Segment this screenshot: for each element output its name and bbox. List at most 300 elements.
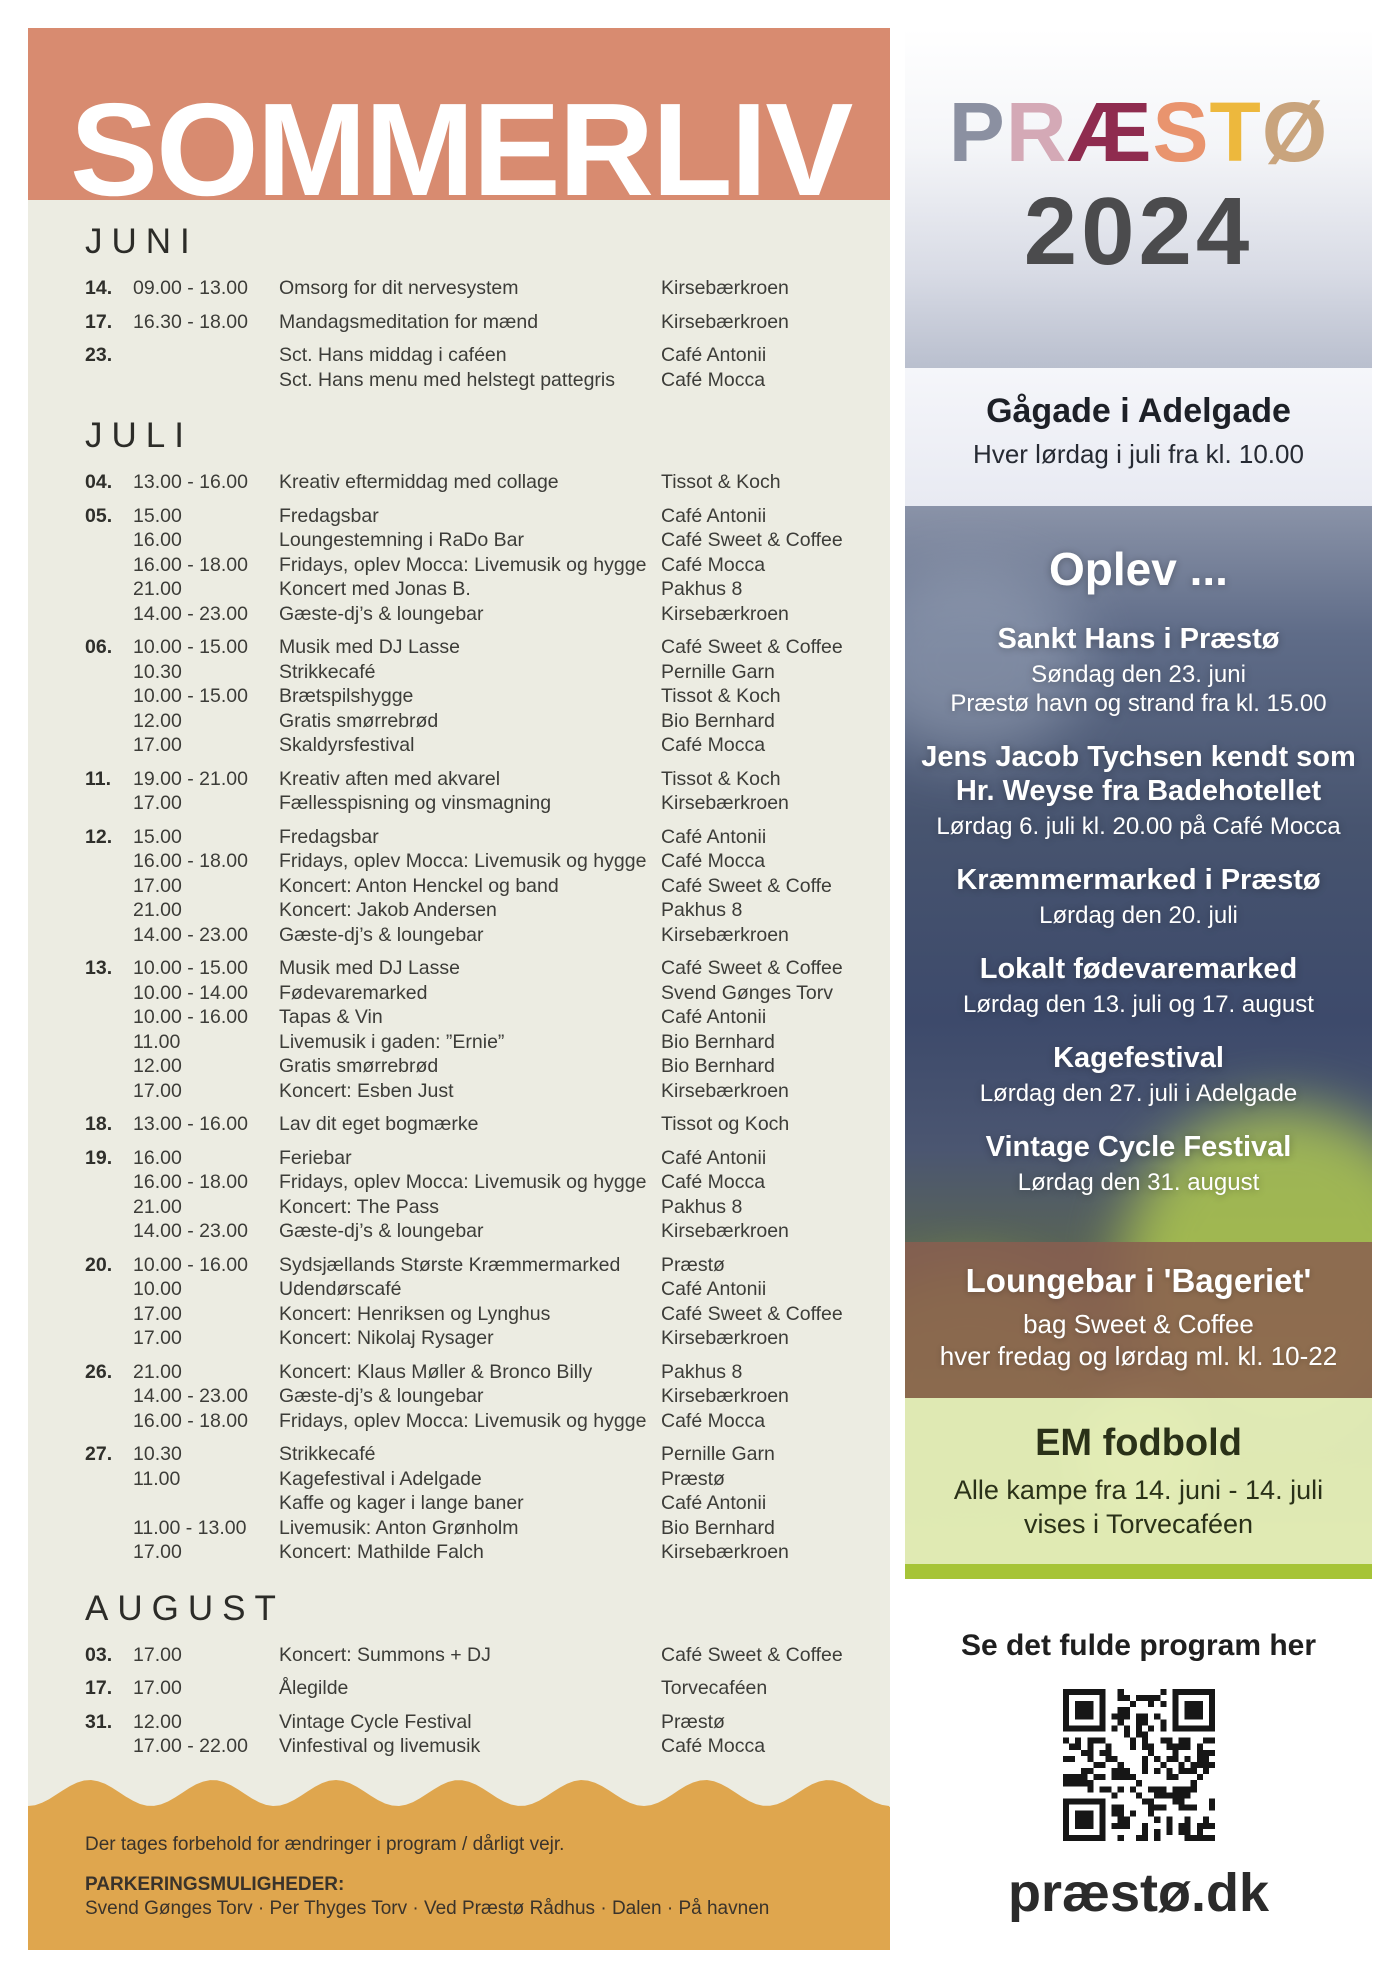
event-row bbox=[85, 635, 890, 660]
event-time: 17.00 bbox=[133, 1541, 182, 1563]
event-row bbox=[85, 1540, 890, 1565]
event-title: Kreativ aften med akvarel bbox=[279, 767, 501, 790]
event-venue: Café Antonii bbox=[661, 504, 767, 527]
loungebar-title: Loungebar i 'Bageriet' bbox=[965, 1262, 1312, 1299]
event-title: Gratis smørrebrød bbox=[279, 709, 439, 732]
event-group bbox=[85, 1146, 890, 1244]
event-row bbox=[85, 310, 890, 335]
brand-letter: Æ bbox=[1067, 85, 1153, 179]
event-title: Udendørscafé bbox=[279, 1278, 402, 1300]
event-row bbox=[85, 1005, 890, 1030]
event-row bbox=[85, 1516, 890, 1541]
event-day: 23. bbox=[85, 344, 113, 366]
event-title: Loungestemning i RaDo Bar bbox=[279, 529, 524, 551]
event-day bbox=[85, 733, 133, 758]
event-time: 12.00 bbox=[133, 1055, 182, 1077]
event-venue: Kirsebærkroen bbox=[661, 923, 789, 946]
event-row bbox=[85, 1360, 890, 1385]
qr-section bbox=[905, 1579, 1372, 1950]
footer-body bbox=[28, 1807, 890, 1950]
event-day: 18. bbox=[85, 1113, 113, 1135]
brand-letter: R bbox=[1005, 85, 1068, 179]
event-venue: Tissot & Koch bbox=[661, 767, 781, 790]
event-venue: Café Antonii bbox=[661, 1492, 767, 1514]
event-group bbox=[85, 825, 890, 948]
event-venue: Præstø bbox=[661, 1467, 725, 1490]
oplev-heading: Oplev ... bbox=[1049, 543, 1228, 595]
event-day bbox=[85, 1277, 133, 1302]
event-venue: Bio Bernhard bbox=[661, 1055, 775, 1077]
event-time: 11.00 - 13.00 bbox=[133, 1516, 247, 1539]
event-time: 12.00 bbox=[133, 709, 182, 732]
event-venue: Pernille Garn bbox=[661, 1443, 775, 1465]
em-title: EM fodbold bbox=[1035, 1422, 1242, 1464]
event-day bbox=[85, 874, 133, 899]
event-time: 09.00 - 13.00 bbox=[133, 277, 248, 299]
gagade-section bbox=[905, 368, 1372, 506]
event-day bbox=[85, 1005, 133, 1030]
event-title: Koncert: The Pass bbox=[279, 1195, 440, 1218]
event-row bbox=[85, 1710, 890, 1735]
event-time: 16.00 - 18.00 bbox=[133, 1171, 248, 1193]
event-time: 17.00 - 22.00 bbox=[133, 1735, 248, 1757]
event-day bbox=[85, 709, 133, 734]
praesto-logo bbox=[905, 28, 1372, 179]
event-row bbox=[85, 276, 890, 301]
event-row bbox=[85, 1030, 890, 1055]
oplev-item-title: Kræmmermarked i Præstø bbox=[956, 864, 1321, 896]
event-row bbox=[85, 1112, 890, 1137]
event-time: 17.00 bbox=[133, 1677, 182, 1699]
event-row bbox=[85, 733, 890, 758]
footer bbox=[28, 1778, 890, 1950]
event-time: 21.00 bbox=[133, 1360, 182, 1383]
event-day: 11. bbox=[85, 767, 112, 790]
oplev-item bbox=[905, 1041, 1372, 1108]
oplev-item-title: Lokalt fødevaremarked bbox=[979, 953, 1298, 985]
event-row bbox=[85, 1676, 890, 1701]
event-day bbox=[85, 528, 133, 553]
event-day bbox=[85, 368, 133, 393]
event-group bbox=[85, 956, 890, 1103]
event-time: 10.00 - 14.00 bbox=[133, 981, 248, 1004]
event-title: Koncert: Nikolaj Rysager bbox=[279, 1327, 494, 1349]
event-venue: Pakhus 8 bbox=[661, 1195, 743, 1218]
disclaimer-text: Der tages forbehold for ændringer i program / dårligt vejr. bbox=[85, 1834, 565, 1855]
event-time: 10.30 bbox=[133, 1443, 182, 1465]
event-venue: Kirsebærkroen bbox=[661, 310, 789, 333]
event-venue: Tissot & Koch bbox=[661, 471, 781, 493]
event-title: Gæste-dj’s & loungebar bbox=[279, 1220, 484, 1242]
oplev-item bbox=[905, 622, 1372, 718]
event-group bbox=[85, 504, 890, 627]
event-row bbox=[85, 1326, 890, 1351]
event-row bbox=[85, 528, 890, 553]
event-group bbox=[85, 310, 890, 335]
event-venue: Café Mocca bbox=[661, 553, 766, 576]
event-title: Gæste-dj’s & loungebar bbox=[279, 1385, 484, 1407]
event-time: 17.00 bbox=[133, 1327, 182, 1349]
event-row bbox=[85, 791, 890, 816]
event-row bbox=[85, 874, 890, 899]
event-venue: Pakhus 8 bbox=[661, 1360, 743, 1383]
event-row bbox=[85, 1079, 890, 1104]
event-group bbox=[85, 767, 890, 816]
event-time: 10.00 bbox=[133, 1278, 182, 1300]
event-time: 13.00 - 16.00 bbox=[133, 471, 248, 493]
event-title: Feriebar bbox=[279, 1146, 352, 1169]
event-time: 16.00 - 18.00 bbox=[133, 553, 248, 576]
event-title: Fødevaremarked bbox=[279, 981, 428, 1004]
program-panel bbox=[28, 28, 890, 1950]
event-title: Koncert: Jakob Andersen bbox=[279, 899, 497, 921]
event-time: 17.00 bbox=[133, 1302, 182, 1325]
event-day bbox=[85, 1079, 133, 1104]
oplev-item bbox=[905, 740, 1372, 841]
oplev-item-title: Sankt Hans i Præstø bbox=[997, 623, 1280, 655]
event-title: Strikkecafé bbox=[279, 660, 376, 683]
event-title: Sct. Hans middag i caféen bbox=[279, 344, 507, 366]
event-time: 16.30 - 18.00 bbox=[133, 310, 248, 333]
event-time: 10.00 - 15.00 bbox=[133, 636, 248, 658]
event-title: Sct. Hans menu med helstegt pattegris bbox=[279, 368, 616, 391]
gagade-title: Gågade i Adelgade bbox=[986, 392, 1291, 430]
event-time: 10.30 bbox=[133, 660, 182, 683]
event-time: 14.00 - 23.00 bbox=[133, 602, 248, 625]
event-venue: Café Antonii bbox=[661, 344, 767, 366]
event-time bbox=[133, 368, 279, 393]
event-title: Koncert: Summons + DJ bbox=[279, 1643, 491, 1666]
event-day bbox=[85, 1326, 133, 1351]
event-venue: Svend Gønges Torv bbox=[661, 981, 833, 1004]
event-day: 19. bbox=[85, 1146, 113, 1169]
event-day bbox=[85, 1170, 133, 1195]
event-venue: Café Antonii bbox=[661, 1146, 767, 1169]
event-row bbox=[85, 343, 890, 368]
event-row bbox=[85, 825, 890, 850]
event-row bbox=[85, 602, 890, 627]
event-title: Koncert: Henriksen og Lynghus bbox=[279, 1302, 551, 1325]
event-time: 16.00 bbox=[133, 1146, 182, 1169]
event-venue: Pakhus 8 bbox=[661, 899, 743, 921]
parking-text: Svend Gønges Torv · Per Thyges Torv · Ved Præstø Rådhus · Dalen · På havnen bbox=[85, 1898, 770, 1919]
event-day bbox=[85, 1516, 133, 1541]
event-venue: Pakhus 8 bbox=[661, 578, 743, 600]
event-time: 15.00 bbox=[133, 504, 182, 527]
event-day: 31. bbox=[85, 1710, 113, 1733]
event-row bbox=[85, 1219, 890, 1244]
em-fodbold-band bbox=[905, 1398, 1372, 1564]
event-row bbox=[85, 1302, 890, 1327]
event-day: 27. bbox=[85, 1443, 113, 1465]
event-row bbox=[85, 1384, 890, 1409]
event-group bbox=[85, 470, 890, 495]
em-line: vises i Torvecaféen bbox=[1023, 1509, 1254, 1539]
event-title: Fridays, oplev Mocca: Livemusik og hygge bbox=[279, 850, 647, 872]
event-day bbox=[85, 1409, 133, 1434]
event-row bbox=[85, 1146, 890, 1171]
oplev-items bbox=[905, 622, 1372, 1197]
event-time: 17.00 bbox=[133, 1079, 182, 1102]
event-day: 20. bbox=[85, 1253, 113, 1276]
event-title: Fredagsbar bbox=[279, 504, 379, 527]
event-title: Fridays, oplev Mocca: Livemusik og hygge bbox=[279, 1409, 647, 1432]
event-row bbox=[85, 1170, 890, 1195]
event-group bbox=[85, 1360, 890, 1434]
event-title: Livemusik i gaden: ”Ernie” bbox=[279, 1030, 505, 1053]
event-venue: Café Antonii bbox=[661, 1278, 767, 1300]
month-heading: AUGUST bbox=[85, 1588, 285, 1628]
oplev-item-detail: Søndag den 23. juni bbox=[1031, 661, 1246, 688]
event-day bbox=[85, 553, 133, 578]
event-venue: Kirsebærkroen bbox=[661, 1327, 789, 1349]
oplev-item-detail: Lørdag den 13. juli og 17. august bbox=[963, 991, 1314, 1018]
event-day bbox=[85, 981, 133, 1006]
event-venue: Kirsebærkroen bbox=[661, 1220, 789, 1242]
event-venue: Café Sweet & Coffee bbox=[661, 636, 843, 658]
event-day bbox=[85, 923, 133, 948]
event-time: 16.00 - 18.00 bbox=[133, 850, 248, 872]
event-title: Strikkecafé bbox=[279, 1443, 376, 1465]
event-venue: Tissot og Koch bbox=[661, 1113, 790, 1135]
event-venue: Café Mocca bbox=[661, 1409, 766, 1432]
event-time: 12.00 bbox=[133, 1710, 182, 1733]
loungebar-band bbox=[905, 1242, 1372, 1398]
event-title: Sydsjællands Største Kræmmermarked bbox=[279, 1253, 621, 1276]
event-day: 17. bbox=[85, 310, 113, 333]
event-row bbox=[85, 368, 890, 393]
event-venue: Kirsebærkroen bbox=[661, 792, 789, 814]
event-venue: Café Mocca bbox=[661, 368, 766, 391]
event-row bbox=[85, 553, 890, 578]
event-venue: Café Sweet & Coffee bbox=[661, 957, 843, 979]
event-row bbox=[85, 1491, 890, 1516]
event-day bbox=[85, 791, 133, 816]
event-day bbox=[85, 684, 133, 709]
year-label: 2024 bbox=[1023, 178, 1254, 285]
event-venue: Præstø bbox=[661, 1253, 725, 1276]
event-time: 14.00 - 23.00 bbox=[133, 1385, 248, 1407]
event-title: Gæste-dj’s & loungebar bbox=[279, 602, 484, 625]
event-venue: Kirsebærkroen bbox=[661, 1079, 789, 1102]
event-venue: Café Antonii bbox=[661, 1006, 767, 1028]
event-group bbox=[85, 635, 890, 758]
event-venue: Bio Bernhard bbox=[661, 1030, 775, 1053]
event-time: 13.00 - 16.00 bbox=[133, 1113, 248, 1135]
event-group bbox=[85, 276, 890, 301]
event-venue: Café Mocca bbox=[661, 1171, 766, 1193]
event-time: 17.00 bbox=[133, 792, 182, 814]
wave-decoration bbox=[28, 1778, 890, 1808]
event-day bbox=[85, 1491, 133, 1516]
event-time: 21.00 bbox=[133, 899, 182, 921]
oplev-item-title: Jens Jacob Tychsen kendt som Hr. Weyse fra Badehotellet bbox=[921, 741, 1356, 807]
event-title: Fredagsbar bbox=[279, 825, 379, 848]
sommerliv-banner bbox=[28, 28, 890, 200]
event-venue: Bio Bernhard bbox=[661, 709, 775, 732]
event-day bbox=[85, 1384, 133, 1409]
event-day: 12. bbox=[85, 825, 113, 848]
event-row bbox=[85, 956, 890, 981]
loungebar-line: bag Sweet & Coffee bbox=[1023, 1309, 1254, 1339]
event-day bbox=[85, 602, 133, 627]
event-row bbox=[85, 1734, 890, 1759]
oplev-item-title: Vintage Cycle Festival bbox=[985, 1131, 1292, 1163]
event-day bbox=[85, 660, 133, 685]
event-venue: Tissot & Koch bbox=[661, 685, 781, 707]
event-time: 11.00 bbox=[133, 1030, 181, 1053]
event-title: Lav dit eget bogmærke bbox=[279, 1113, 479, 1135]
event-day bbox=[85, 898, 133, 923]
event-title: Koncert: Esben Just bbox=[279, 1079, 454, 1102]
oplev-item-detail: Lørdag 6. juli kl. 20.00 på Café Mocca bbox=[936, 813, 1341, 840]
event-row bbox=[85, 660, 890, 685]
event-day: 26. bbox=[85, 1360, 113, 1383]
event-title: Mandagsmeditation for mænd bbox=[279, 310, 539, 333]
event-row bbox=[85, 504, 890, 529]
em-line: Alle kampe fra 14. juni - 14. juli bbox=[953, 1475, 1324, 1505]
event-time: 17.00 bbox=[133, 874, 182, 897]
brand-letter: S bbox=[1152, 85, 1210, 179]
event-row bbox=[85, 1054, 890, 1079]
event-title: Kaffe og kager i lange baner bbox=[279, 1492, 524, 1514]
event-day: 13. bbox=[85, 957, 113, 979]
event-title: Kreativ eftermiddag med collage bbox=[279, 471, 559, 493]
event-day bbox=[85, 1195, 133, 1220]
parking-heading: PARKERINGSMULIGHEDER: bbox=[85, 1874, 345, 1895]
event-title: Vinfestival og livemusik bbox=[279, 1735, 481, 1757]
event-venue: Præstø bbox=[661, 1710, 725, 1733]
event-title: Fridays, oplev Mocca: Livemusik og hygge bbox=[279, 1171, 647, 1193]
qr-label: Se det fulde program her bbox=[960, 1629, 1317, 1662]
event-row bbox=[85, 981, 890, 1006]
event-title: Omsorg for dit nervesystem bbox=[279, 277, 519, 299]
brand-section bbox=[905, 28, 1372, 368]
event-row bbox=[85, 1195, 890, 1220]
event-time: 10.00 - 15.00 bbox=[133, 957, 248, 979]
event-group bbox=[85, 1643, 890, 1668]
oplev-item bbox=[905, 863, 1372, 930]
oplev-item bbox=[905, 1130, 1372, 1197]
oplev-item-detail: Lørdag den 27. juli i Adelgade bbox=[979, 1080, 1298, 1107]
event-title: Musik med DJ Lasse bbox=[279, 636, 460, 658]
event-venue: Café Sweet & Coffee bbox=[661, 1643, 843, 1666]
event-title: Skaldyrsfestival bbox=[279, 734, 415, 756]
event-group bbox=[85, 1442, 890, 1565]
event-title: Ålegilde bbox=[279, 1677, 349, 1699]
event-title: Brætspilshygge bbox=[279, 685, 414, 707]
month-heading: JULI bbox=[85, 416, 193, 455]
event-row bbox=[85, 898, 890, 923]
event-venue: Kirsebærkroen bbox=[661, 1385, 789, 1407]
event-venue: Bio Bernhard bbox=[661, 1516, 775, 1539]
event-time: 16.00 - 18.00 bbox=[133, 1409, 248, 1432]
loungebar-line: hver fredag og lørdag ml. kl. 10-22 bbox=[939, 1341, 1338, 1371]
event-time: 15.00 bbox=[133, 825, 182, 848]
brand-letter: T bbox=[1209, 85, 1262, 179]
event-title: Gratis smørrebrød bbox=[279, 1055, 439, 1077]
oplev-item-title: Kagefestival bbox=[1053, 1042, 1224, 1074]
event-schedule bbox=[28, 200, 890, 1768]
event-time: 21.00 bbox=[133, 1195, 182, 1218]
event-row bbox=[85, 767, 890, 792]
event-day: 17. bbox=[85, 1677, 113, 1699]
event-day bbox=[85, 1054, 133, 1079]
event-day bbox=[85, 1219, 133, 1244]
event-day bbox=[85, 1467, 133, 1492]
event-row bbox=[85, 684, 890, 709]
brand-letter: Ø bbox=[1261, 85, 1329, 179]
poster-title: SOMMERLIV bbox=[70, 76, 852, 200]
event-row bbox=[85, 1409, 890, 1434]
green-strip-decoration bbox=[905, 1564, 1372, 1579]
event-day: 06. bbox=[85, 636, 113, 658]
event-group bbox=[85, 343, 890, 392]
event-title: Kagefestival i Adelgade bbox=[279, 1467, 482, 1490]
event-venue: Café Antonii bbox=[661, 825, 767, 848]
event-venue: Pernille Garn bbox=[661, 660, 775, 683]
event-title: Tapas & Vin bbox=[279, 1006, 383, 1028]
event-day: 14. bbox=[85, 277, 113, 299]
event-venue: Café Sweet & Coffe bbox=[661, 874, 832, 897]
event-time: 17.00 bbox=[133, 1643, 182, 1666]
event-time: 16.00 bbox=[133, 529, 182, 551]
event-day: 04. bbox=[85, 471, 113, 493]
event-group bbox=[85, 1253, 890, 1351]
event-title: Koncert: Anton Henckel og band bbox=[279, 874, 559, 897]
event-day bbox=[85, 1540, 133, 1565]
event-title: Koncert: Mathilde Falch bbox=[279, 1541, 484, 1563]
event-title: Musik med DJ Lasse bbox=[279, 957, 460, 979]
event-group bbox=[85, 1676, 890, 1701]
info-panel bbox=[905, 28, 1372, 1950]
event-time: 10.00 - 16.00 bbox=[133, 1006, 248, 1028]
event-day: 05. bbox=[85, 504, 113, 527]
event-title: Fridays, oplev Mocca: Livemusik og hygge bbox=[279, 553, 647, 576]
website-url: præstø.dk bbox=[1007, 1863, 1270, 1923]
event-group bbox=[85, 1710, 890, 1759]
event-day bbox=[85, 1030, 133, 1055]
event-venue: Café Mocca bbox=[661, 850, 766, 872]
event-day bbox=[85, 577, 133, 602]
event-time: 11.00 bbox=[133, 1467, 181, 1490]
event-time: 14.00 - 23.00 bbox=[133, 923, 248, 946]
photo-section bbox=[905, 506, 1372, 1579]
oplev-item-detail: Lørdag den 31. august bbox=[1017, 1169, 1260, 1196]
event-day bbox=[85, 1302, 133, 1327]
event-venue: Kirsebærkroen bbox=[661, 602, 789, 625]
event-time: 14.00 - 23.00 bbox=[133, 1220, 248, 1242]
oplev-item-detail: Lørdag den 20. juli bbox=[1039, 902, 1238, 929]
event-row bbox=[85, 1643, 890, 1668]
oplev-item bbox=[905, 952, 1372, 1019]
event-time: 17.00 bbox=[133, 734, 182, 756]
event-title: Gæste-dj’s & loungebar bbox=[279, 923, 484, 946]
event-venue: Kirsebærkroen bbox=[661, 277, 789, 299]
event-row bbox=[85, 1442, 890, 1467]
event-time: 19.00 - 21.00 bbox=[133, 767, 248, 790]
gagade-subtitle: Hver lørdag i juli fra kl. 10.00 bbox=[973, 439, 1304, 469]
event-venue: Café Mocca bbox=[661, 1735, 766, 1757]
event-day: 03. bbox=[85, 1643, 113, 1666]
oplev-block bbox=[905, 506, 1372, 1242]
brand-letter: P bbox=[948, 85, 1006, 179]
event-row bbox=[85, 709, 890, 734]
event-row bbox=[85, 1253, 890, 1278]
event-row bbox=[85, 1277, 890, 1302]
event-title: Koncert: Klaus Møller & Bronco Billy bbox=[279, 1360, 593, 1383]
event-time bbox=[133, 343, 279, 368]
